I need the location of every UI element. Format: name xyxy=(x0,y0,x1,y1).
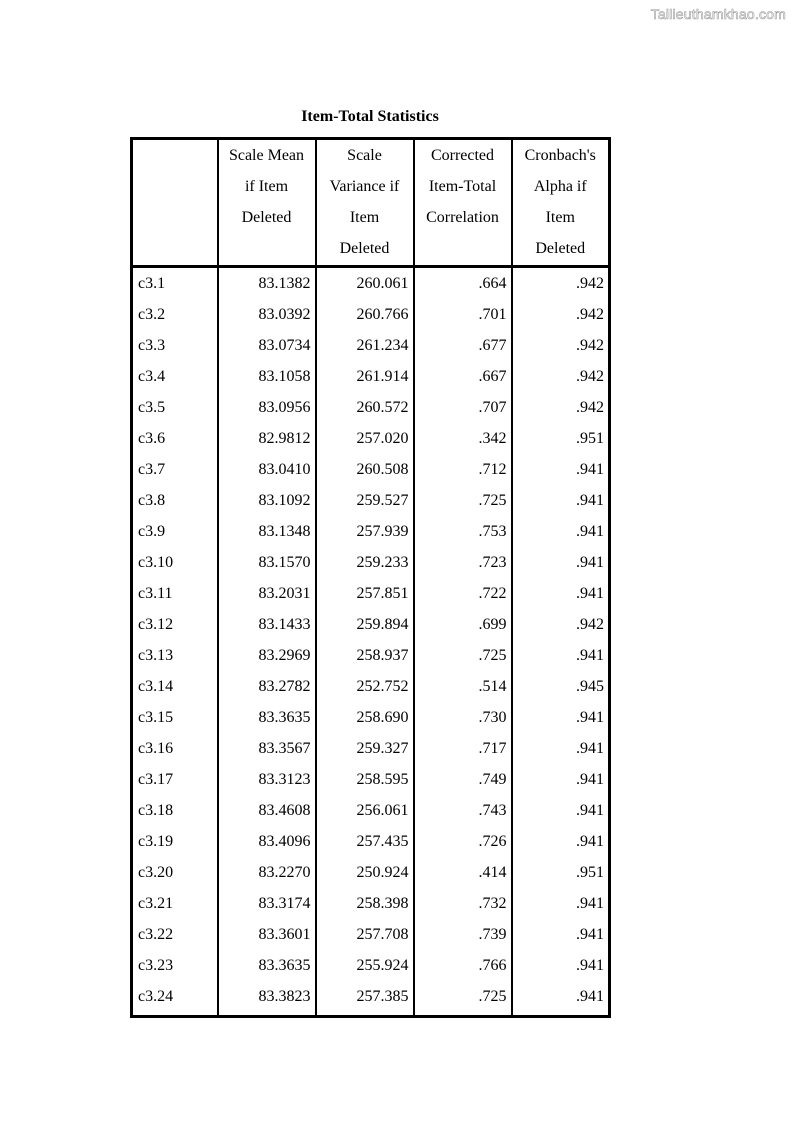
value-cell: 83.3123 xyxy=(218,764,316,795)
row-label-cell: c3.23 xyxy=(132,950,218,981)
row-label-cell: c3.2 xyxy=(132,299,218,330)
value-cell: 260.061 xyxy=(316,267,414,300)
row-label-cell: c3.12 xyxy=(132,609,218,640)
row-label-cell: c3.14 xyxy=(132,671,218,702)
table-body xyxy=(132,267,610,1017)
table-row xyxy=(132,423,610,454)
row-label-cell: c3.16 xyxy=(132,733,218,764)
value-cell: .730 xyxy=(414,702,512,733)
row-label-cell: c3.9 xyxy=(132,516,218,547)
value-cell: .677 xyxy=(414,330,512,361)
value-cell: .941 xyxy=(512,454,610,485)
table-row xyxy=(132,330,610,361)
value-cell: .942 xyxy=(512,299,610,330)
row-label-cell: c3.22 xyxy=(132,919,218,950)
value-cell: 83.3601 xyxy=(218,919,316,950)
row-label-cell: c3.11 xyxy=(132,578,218,609)
value-cell: .942 xyxy=(512,392,610,423)
column-header xyxy=(414,139,512,267)
column-header-line: Variance if xyxy=(329,178,400,195)
value-cell: 257.939 xyxy=(316,516,414,547)
value-cell: 260.508 xyxy=(316,454,414,485)
value-cell: 83.3635 xyxy=(218,950,316,981)
column-header-line: Cronbach's xyxy=(524,147,596,164)
column-header-line: Corrected xyxy=(430,147,495,164)
value-cell: 83.0410 xyxy=(218,454,316,485)
value-cell: 261.914 xyxy=(316,361,414,392)
row-label-cell: c3.7 xyxy=(132,454,218,485)
column-header-line: Item xyxy=(349,209,380,226)
value-cell: .941 xyxy=(512,981,610,1017)
table-row xyxy=(132,485,610,516)
value-cell: .941 xyxy=(512,485,610,516)
value-cell: .707 xyxy=(414,392,512,423)
column-header-line: Item xyxy=(545,209,575,226)
table-row xyxy=(132,267,610,300)
value-cell: .342 xyxy=(414,423,512,454)
value-cell: .514 xyxy=(414,671,512,702)
value-cell: 256.061 xyxy=(316,795,414,826)
value-cell: .951 xyxy=(512,857,610,888)
value-cell: 83.2270 xyxy=(218,857,316,888)
column-header-line: Scale xyxy=(347,147,382,164)
row-label-cell: c3.6 xyxy=(132,423,218,454)
value-cell: 83.0392 xyxy=(218,299,316,330)
value-cell: .941 xyxy=(512,640,610,671)
table-row xyxy=(132,547,610,578)
table-row xyxy=(132,578,610,609)
value-cell: 258.937 xyxy=(316,640,414,671)
table-row xyxy=(132,826,610,857)
table-row xyxy=(132,702,610,733)
value-cell: 83.2969 xyxy=(218,640,316,671)
value-cell: .749 xyxy=(414,764,512,795)
value-cell: 260.572 xyxy=(316,392,414,423)
column-header-line: Item-Total xyxy=(428,178,497,195)
row-label-cell: c3.13 xyxy=(132,640,218,671)
value-cell: .722 xyxy=(414,578,512,609)
value-cell: .753 xyxy=(414,516,512,547)
table-row xyxy=(132,857,610,888)
row-label-cell: c3.1 xyxy=(132,267,218,300)
table-header-row xyxy=(132,139,610,267)
value-cell: .766 xyxy=(414,950,512,981)
value-cell: .941 xyxy=(512,516,610,547)
table-row xyxy=(132,671,610,702)
value-cell: .667 xyxy=(414,361,512,392)
table-row xyxy=(132,950,610,981)
value-cell: .942 xyxy=(512,361,610,392)
value-cell: 260.766 xyxy=(316,299,414,330)
value-cell: .941 xyxy=(512,702,610,733)
value-cell: .699 xyxy=(414,609,512,640)
value-cell: 83.1058 xyxy=(218,361,316,392)
value-cell: 261.234 xyxy=(316,330,414,361)
column-header-line: Correlation xyxy=(426,209,499,226)
value-cell: 83.1570 xyxy=(218,547,316,578)
value-cell: 252.752 xyxy=(316,671,414,702)
value-cell: 259.327 xyxy=(316,733,414,764)
value-cell: 83.4608 xyxy=(218,795,316,826)
value-cell: 259.527 xyxy=(316,485,414,516)
value-cell: .723 xyxy=(414,547,512,578)
value-cell: .941 xyxy=(512,950,610,981)
value-cell: .942 xyxy=(512,609,610,640)
value-cell: 257.435 xyxy=(316,826,414,857)
value-cell: .717 xyxy=(414,733,512,764)
column-header-line: Scale Mean xyxy=(228,147,305,164)
row-label-cell: c3.10 xyxy=(132,547,218,578)
row-label-cell: c3.15 xyxy=(132,702,218,733)
value-cell: 83.3567 xyxy=(218,733,316,764)
value-cell: .941 xyxy=(512,826,610,857)
table-row xyxy=(132,516,610,547)
column-header xyxy=(218,139,316,267)
column-header-line: if Item xyxy=(244,178,289,195)
value-cell: .664 xyxy=(414,267,512,300)
item-total-statistics-table xyxy=(130,137,611,1018)
row-label-cell: c3.5 xyxy=(132,392,218,423)
value-cell: .743 xyxy=(414,795,512,826)
value-cell: .941 xyxy=(512,547,610,578)
value-cell: .725 xyxy=(414,981,512,1017)
column-header-line: Alpha if xyxy=(533,178,587,195)
value-cell: .941 xyxy=(512,733,610,764)
row-label-cell: c3.20 xyxy=(132,857,218,888)
value-cell: .725 xyxy=(414,485,512,516)
value-cell: .701 xyxy=(414,299,512,330)
row-label-cell: c3.19 xyxy=(132,826,218,857)
value-cell: 258.595 xyxy=(316,764,414,795)
row-label-cell: c3.3 xyxy=(132,330,218,361)
column-header-line: Deleted xyxy=(339,240,390,257)
value-cell: 83.3174 xyxy=(218,888,316,919)
table-row xyxy=(132,981,610,1017)
value-cell: .951 xyxy=(512,423,610,454)
value-cell: .945 xyxy=(512,671,610,702)
column-header-line: Deleted xyxy=(535,240,586,257)
value-cell: .941 xyxy=(512,919,610,950)
row-label-cell: c3.8 xyxy=(132,485,218,516)
value-cell: .941 xyxy=(512,888,610,919)
value-cell: 257.020 xyxy=(316,423,414,454)
value-cell: 83.0956 xyxy=(218,392,316,423)
value-cell: 83.2031 xyxy=(218,578,316,609)
row-label-cell: c3.21 xyxy=(132,888,218,919)
value-cell: 258.398 xyxy=(316,888,414,919)
value-cell: 83.1382 xyxy=(218,267,316,300)
value-cell: 83.1348 xyxy=(218,516,316,547)
value-cell: .732 xyxy=(414,888,512,919)
value-cell: 258.690 xyxy=(316,702,414,733)
value-cell: 83.4096 xyxy=(218,826,316,857)
value-cell: 83.3635 xyxy=(218,702,316,733)
table-row xyxy=(132,454,610,485)
row-label-cell: c3.17 xyxy=(132,764,218,795)
table-row xyxy=(132,795,610,826)
table-row xyxy=(132,361,610,392)
row-label-cell: c3.24 xyxy=(132,981,218,1017)
value-cell: 257.851 xyxy=(316,578,414,609)
value-cell: 257.385 xyxy=(316,981,414,1017)
table-row xyxy=(132,733,610,764)
value-cell: 259.233 xyxy=(316,547,414,578)
column-header xyxy=(316,139,414,267)
value-cell: .712 xyxy=(414,454,512,485)
column-header-line: Deleted xyxy=(241,209,292,226)
value-cell: 82.9812 xyxy=(218,423,316,454)
column-header xyxy=(512,139,610,267)
value-cell: .942 xyxy=(512,267,610,300)
value-cell: .726 xyxy=(414,826,512,857)
table-row xyxy=(132,609,610,640)
row-label-cell: c3.4 xyxy=(132,361,218,392)
table-row xyxy=(132,299,610,330)
value-cell: .942 xyxy=(512,330,610,361)
value-cell: .941 xyxy=(512,795,610,826)
value-cell: .725 xyxy=(414,640,512,671)
row-label-cell: c3.18 xyxy=(132,795,218,826)
value-cell: 250.924 xyxy=(316,857,414,888)
table-row xyxy=(132,640,610,671)
value-cell: 259.894 xyxy=(316,609,414,640)
value-cell: 83.2782 xyxy=(218,671,316,702)
value-cell: 83.1433 xyxy=(218,609,316,640)
header-cell-blank xyxy=(132,139,218,267)
value-cell: 257.708 xyxy=(316,919,414,950)
value-cell: 83.0734 xyxy=(218,330,316,361)
table-row xyxy=(132,888,610,919)
value-cell: 255.924 xyxy=(316,950,414,981)
value-cell: .941 xyxy=(512,764,610,795)
watermark-text: Tailieuthamkhao.com xyxy=(650,6,786,22)
table-row xyxy=(132,764,610,795)
value-cell: .414 xyxy=(414,857,512,888)
value-cell: 83.1092 xyxy=(218,485,316,516)
table-title: Item-Total Statistics xyxy=(301,108,439,125)
table-row xyxy=(132,392,610,423)
value-cell: .941 xyxy=(512,578,610,609)
table-row xyxy=(132,919,610,950)
value-cell: .739 xyxy=(414,919,512,950)
value-cell: 83.3823 xyxy=(218,981,316,1017)
